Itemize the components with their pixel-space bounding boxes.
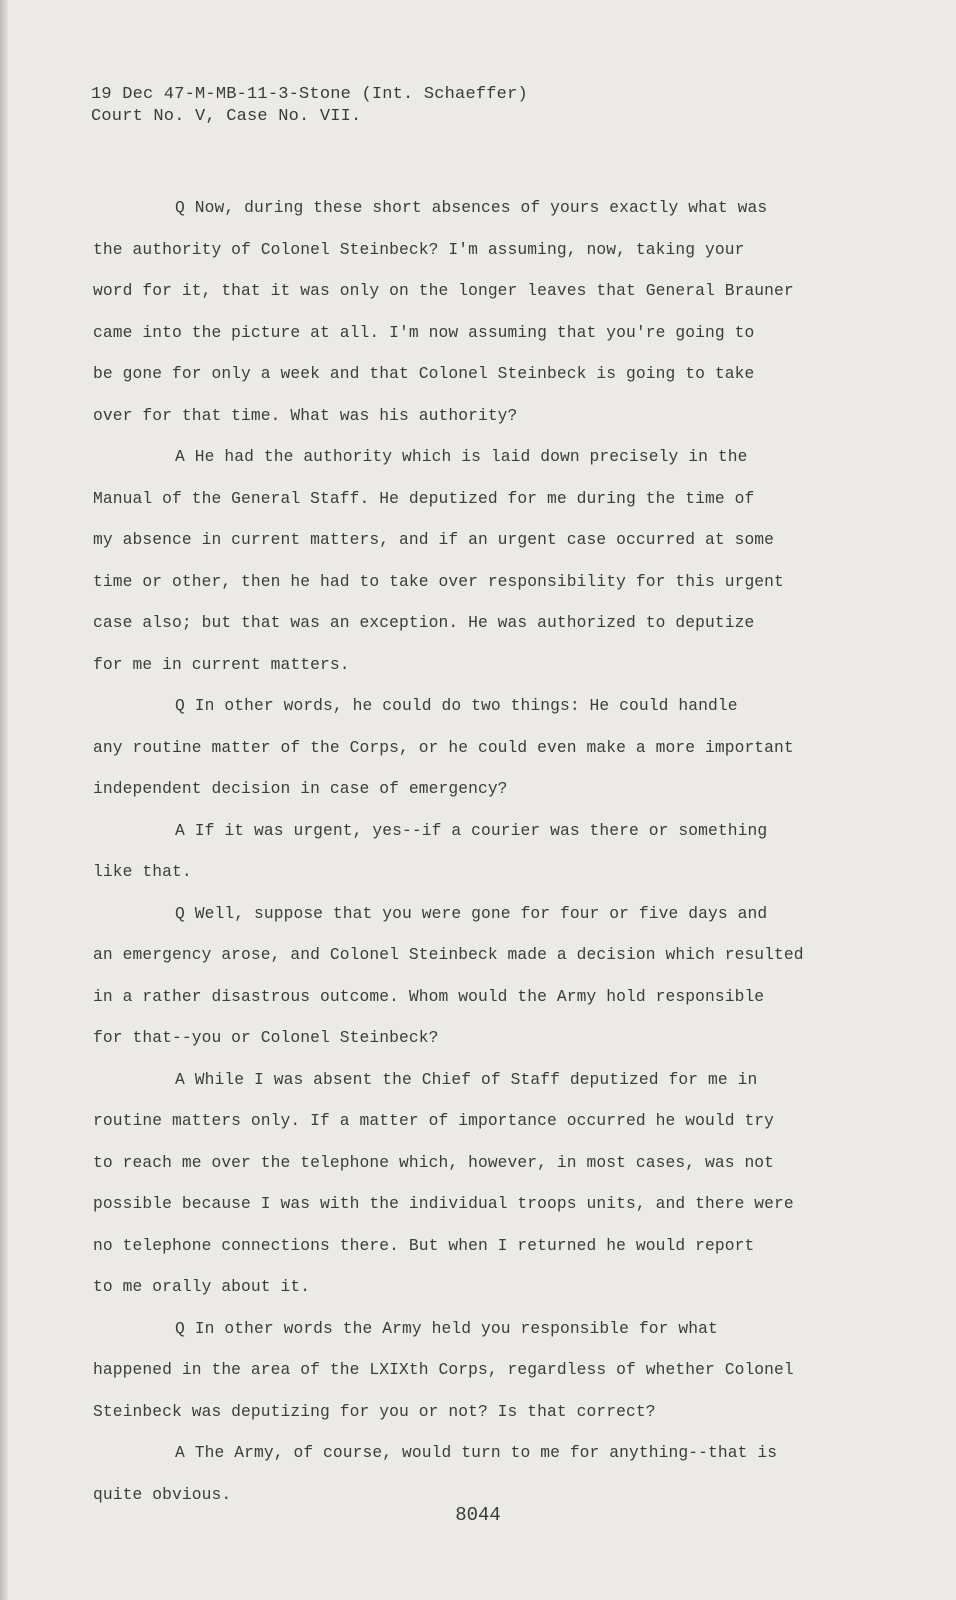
transcript-body bbox=[93, 187, 853, 1515]
transcript-line: A The Army, of course, would turn to me for anything--that is bbox=[175, 1443, 778, 1462]
header-line-1: 19 Dec 47-M-MB-11-3-Stone (Int. Schaeffer) bbox=[91, 85, 528, 104]
page-number: 8044 bbox=[455, 1504, 501, 1526]
transcript-line: A If it was urgent, yes--if a courier was there or something bbox=[175, 820, 768, 840]
transcript-line: quite obvious. bbox=[93, 1484, 232, 1504]
transcript-line: A He had the authority which is laid down precisely in the bbox=[175, 447, 748, 466]
transcript-line: Manual of the General Staff. He deputized for me during the time of bbox=[93, 488, 755, 508]
transcript-line: word for it, that it was only on the longer leaves that General Brauner bbox=[93, 281, 794, 300]
transcript-line: in a rather disastrous outcome. Whom would the Army hold responsible bbox=[93, 986, 765, 1006]
transcript-line: over for that time. What was his authority? bbox=[93, 405, 518, 425]
transcript-line: Q Well, suppose that you were gone for four or five days and bbox=[175, 903, 768, 923]
transcript-line: possible because I was with the individual troops units, and there were bbox=[93, 1194, 794, 1213]
transcript-line: for that--you or Colonel Steinbeck? bbox=[93, 1028, 439, 1047]
transcript-line: be gone for only a week and that Colonel Steinbeck is going to take bbox=[93, 364, 755, 383]
transcript-line: independent decision in case of emergency? bbox=[93, 779, 508, 798]
transcript-line: Q Now, during these short absences of yours exactly what was bbox=[175, 198, 768, 217]
transcript-line: came into the picture at all. I'm now assuming that you're going to bbox=[93, 322, 755, 342]
transcript-line: routine matters only. If a matter of importance occurred he would try bbox=[93, 1111, 775, 1130]
transcript-line: happened in the area of the LXIXth Corps, regardless of whether Colonel bbox=[93, 1360, 794, 1379]
transcript-line: A While I was absent the Chief of Staff deputized for me in bbox=[175, 1069, 758, 1089]
transcript-line: Steinbeck was deputizing for you or not? Is that correct? bbox=[93, 1401, 656, 1421]
transcript-line: to me orally about it. bbox=[93, 1277, 311, 1296]
transcript-line: Q In other words the Army held you responsible for what bbox=[175, 1318, 718, 1338]
transcript-line: for me in current matters. bbox=[93, 654, 350, 674]
transcript-line: my absence in current matters, and if an urgent case occurred at some bbox=[93, 530, 775, 549]
transcript-line: case also; but that was an exception. He was authorized to deputize bbox=[93, 613, 755, 632]
transcript-line: Q In other words, he could do two things: He could handle bbox=[175, 696, 738, 715]
document-header bbox=[91, 84, 528, 128]
transcript-line: an emergency arose, and Colonel Steinbeck made a decision which resulted bbox=[93, 945, 804, 964]
transcript-line: the authority of Colonel Steinbeck? I'm assuming, now, taking your bbox=[93, 239, 745, 259]
page-edge-shadow bbox=[0, 0, 8, 1600]
transcript-line: any routine matter of the Corps, or he could even make a more important bbox=[93, 737, 794, 757]
transcript-line: time or other, then he had to take over responsibility for this urgent bbox=[93, 571, 784, 591]
transcript-line: like that. bbox=[93, 862, 192, 881]
transcript-line: no telephone connections there. But when I returned he would report bbox=[93, 1235, 755, 1255]
header-line-2: Court No. V, Case No. VII. bbox=[91, 107, 362, 126]
transcript-line: to reach me over the telephone which, however, in most cases, was not bbox=[93, 1152, 775, 1172]
